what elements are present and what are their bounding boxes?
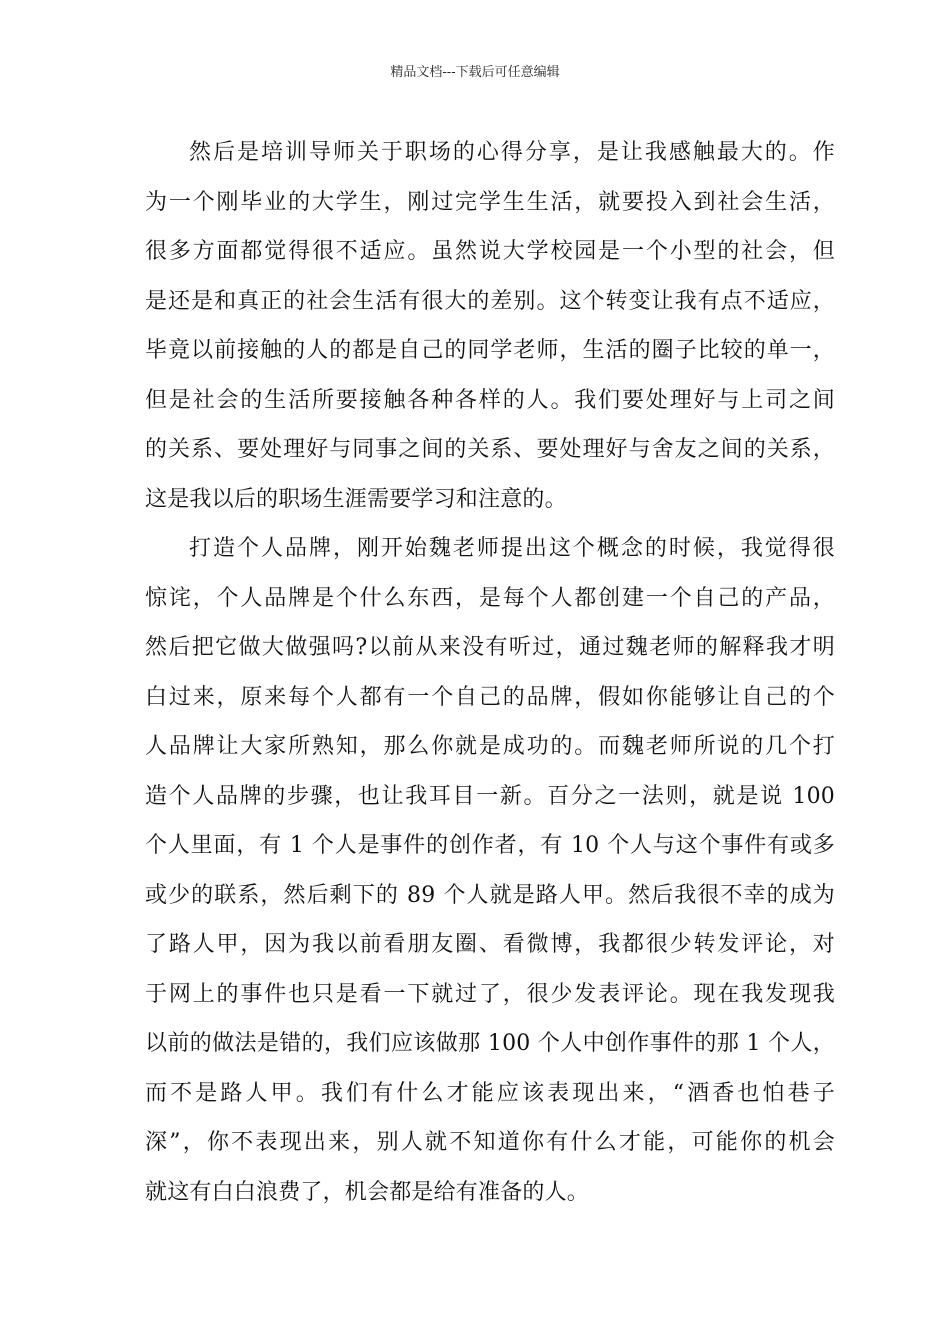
text-line: 或少的联系，然后剩下的 89 个人就是路人甲。然后我很不幸的成为: [145, 882, 835, 908]
text-line: 深”，你不表现出来，别人就不知道你有什么才能，可能你的机会: [145, 1130, 835, 1155]
text-line: 是还是和真正的社会生活有很大的差别。这个转变让我有点不适应，: [145, 288, 835, 314]
text-line: 然后是培训导师关于职场的心得分享，是让我感触最大的。作: [189, 140, 835, 165]
text-line: 造个人品牌的步骤，也让我耳目一新。百分之一法则，就是说 100: [145, 783, 835, 809]
text-line: 个人里面，有 1 个人是事件的创作者，有 10 个人与这个事件有或多: [145, 833, 835, 858]
text-line: 以前的做法是错的，我们应该做那 100 个人中创作事件的那 1 个人，: [145, 1031, 835, 1056]
text-line: 人品牌让大家所熟知，那么你就是成功的。而魏老师所说的几个打: [145, 734, 835, 759]
paragraph-2: [145, 524, 835, 1217]
text-line: 就这有白白浪费了，机会都是给有准备的人。: [145, 1179, 590, 1205]
text-line: 的关系、要处理好与同事之间的关系、要处理好与舍友之间的关系，: [145, 437, 835, 462]
page-header: 精品文档---下载后可任意编辑: [390, 65, 560, 80]
text-line: 于网上的事件也只是看一下就过了，很少发表评论。现在我发现我: [145, 981, 835, 1007]
text-line: 惊诧，个人品牌是个什么东西，是每个人都创建一个自己的产品，: [145, 585, 835, 611]
text-line: 白过来，原来每个人都有一个自己的品牌，假如你能够让自己的个: [145, 684, 835, 710]
text-line: 为一个刚毕业的大学生，刚过完学生生活，就要投入到社会生活，: [145, 189, 835, 215]
text-line: 很多方面都觉得很不适应。虽然说大学校园是一个小型的社会，但: [145, 239, 835, 264]
text-line: 这是我以后的职场生涯需要学习和注意的。: [145, 486, 567, 512]
text-line: 了路人甲，因为我以前看朋友圈、看微博，我都很少转发评论，对: [145, 932, 835, 957]
document-body: [145, 128, 835, 1217]
text-line: 毕竟以前接触的人的都是自己的同学老师，生活的圈子比较的单一，: [145, 338, 835, 363]
text-line: 而不是路人甲。我们有什么才能应该表现出来，“酒香也怕巷子: [145, 1080, 835, 1106]
text-line: 但是社会的生活所要接触各种各样的人。我们要处理好与上司之间: [145, 387, 835, 413]
text-line: 然后把它做大做强吗?以前从来没有听过，通过魏老师的解释我才明: [145, 635, 835, 660]
text-line: 打造个人品牌，刚开始魏老师提出这个概念的时候，我觉得很: [189, 536, 835, 561]
paragraph-1: [145, 128, 835, 524]
